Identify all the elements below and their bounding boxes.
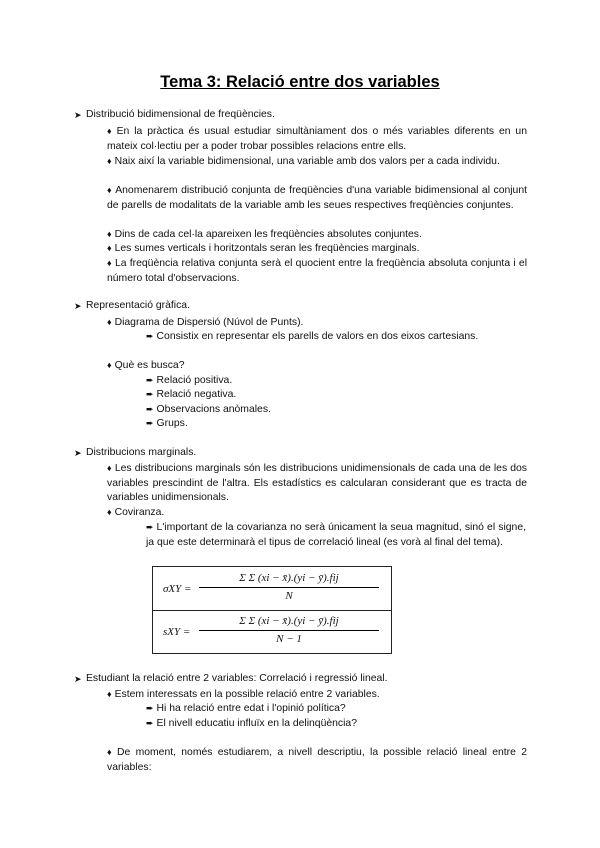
arrow-right-icon: ➨ bbox=[146, 375, 154, 385]
paragraph: ♦ De moment, només estudiarem, a nivell descriptiu, la possible relació lineal entre 2 variables: bbox=[107, 747, 527, 773]
bullet-item: ♦ Què es busca? bbox=[107, 360, 185, 371]
sub-bullet-item: ➨ Grups. bbox=[146, 418, 188, 429]
section-heading-representacio: ➤ Representació gràfica. bbox=[74, 299, 534, 314]
diamond-bullet-icon: ♦ bbox=[107, 507, 112, 517]
formula-numerator: Σ Σ (xi − x̄).(yi − ȳ).fij bbox=[199, 571, 379, 588]
arrow-right-icon: ➨ bbox=[146, 522, 154, 532]
formula-fraction bbox=[199, 614, 379, 646]
paragraph: ♦ En la pràctica és usual estudiar simultàniament dos o més variables diferents en un mateix col·lectiu per a poder trobar possibles relacions entre ells. bbox=[107, 126, 527, 152]
arrow-bullet-icon: ➤ bbox=[74, 448, 82, 458]
paragraph: ♦ Les distribucions marginals són les distribucions unidimensionals de cada una de les dos variables prescindint de l'altra. Els estadístics es calcularan considerant que es tracta de variables unidimensionals. bbox=[107, 463, 528, 503]
arrow-right-icon: ➨ bbox=[146, 404, 154, 414]
diamond-bullet-icon: ♦ bbox=[107, 463, 112, 473]
paragraph: ♦ Dins de cada cel·la apareixen les freqüències absolutes conjuntes. bbox=[107, 229, 422, 240]
diamond-bullet-icon: ♦ bbox=[107, 747, 114, 757]
diamond-bullet-icon: ♦ bbox=[107, 258, 112, 268]
bullet-item: ♦ Estem interessats en la possible relació entre 2 variables. bbox=[107, 689, 380, 700]
section-heading-text: Distribució bidimensional de freqüències. bbox=[86, 109, 275, 120]
sub-bullet-item: ➨ Relació positiva. bbox=[146, 375, 233, 386]
paragraph: ♦ Anomenarem distribució conjunta de freqüències d'una variable bidimensional al conjunt de parells de modalitats de la variable amb les seues respectives freqüències conjuntes. bbox=[107, 185, 527, 211]
arrow-bullet-icon: ➤ bbox=[74, 301, 82, 311]
diamond-bullet-icon: ♦ bbox=[107, 243, 112, 253]
paragraph: ♦ Naix així la variable bidimensional, una variable amb dos valors per a cada individu. bbox=[107, 156, 500, 167]
sub-bullet-item: ➨ Relació negativa. bbox=[146, 389, 237, 400]
formula-lhs: sXY = bbox=[163, 626, 191, 638]
sub-bullet-item: ➨ Consistix en representar els parells de valors en dos eixos cartesians. bbox=[146, 331, 479, 342]
diamond-bullet-icon: ♦ bbox=[107, 229, 112, 239]
formula-denominator: N − 1 bbox=[276, 632, 302, 645]
sub-bullet-item: ➨ L'important de la covarianza no serà únicament la seua magnitud, sinó el signe, ja que este determinarà el tipus de correlació lineal (es vorà al final del tema). bbox=[146, 522, 526, 548]
formula-fraction bbox=[199, 571, 379, 603]
diamond-bullet-icon: ♦ bbox=[107, 360, 112, 370]
arrow-bullet-icon: ➤ bbox=[74, 110, 82, 120]
diamond-bullet-icon: ♦ bbox=[107, 689, 112, 699]
formula-numerator: Σ Σ (xi − x̄).(yi − ȳ).fij bbox=[199, 614, 379, 631]
formula-denominator: N bbox=[285, 589, 293, 602]
section-heading-marginals: ➤ Distribucions marginals. bbox=[74, 446, 534, 461]
diamond-bullet-icon: ♦ bbox=[107, 317, 112, 327]
diamond-bullet-icon: ♦ bbox=[107, 156, 112, 166]
arrow-right-icon: ➨ bbox=[146, 331, 154, 341]
formula-lhs: σXY = bbox=[163, 583, 192, 595]
sub-bullet-item: ➨ Hi ha relació entre edat i l'opinió política? bbox=[146, 703, 346, 714]
covariance-formula-box bbox=[152, 566, 392, 654]
diamond-bullet-icon: ♦ bbox=[107, 126, 114, 136]
arrow-right-icon: ➨ bbox=[146, 418, 154, 428]
paragraph: ♦ Les sumes verticals i horitzontals seran les freqüències marginals. bbox=[107, 243, 420, 254]
sub-bullet-item: ➨ Observacions anòmales. bbox=[146, 404, 271, 415]
section-heading-distribucio bbox=[74, 108, 534, 123]
formula-row-population bbox=[153, 567, 391, 611]
arrow-bullet-icon: ➤ bbox=[74, 674, 82, 684]
paragraph: ♦ La freqüència relativa conjunta serà el quocient entre la freqüència absoluta conjunta i el número total d'observacions. bbox=[107, 258, 528, 284]
arrow-right-icon: ➨ bbox=[146, 389, 154, 399]
sub-bullet-item: ➨ El nivell educatiu influïx en la delinqüència? bbox=[146, 718, 357, 729]
page-title: Tema 3: Relació entre dos variables bbox=[160, 73, 440, 91]
bullet-item: ♦ Coviranza. bbox=[107, 507, 165, 518]
formula-row-sample bbox=[153, 610, 391, 653]
section-heading-correlacio: ➤ Estudiant la relació entre 2 variables: Correlació i regressió lineal. bbox=[74, 672, 534, 687]
arrow-right-icon: ➨ bbox=[146, 718, 154, 728]
diamond-bullet-icon: ♦ bbox=[107, 185, 113, 195]
bullet-item: ♦ Diagrama de Dispersió (Núvol de Punts). bbox=[107, 317, 304, 328]
arrow-right-icon: ➨ bbox=[146, 703, 154, 713]
